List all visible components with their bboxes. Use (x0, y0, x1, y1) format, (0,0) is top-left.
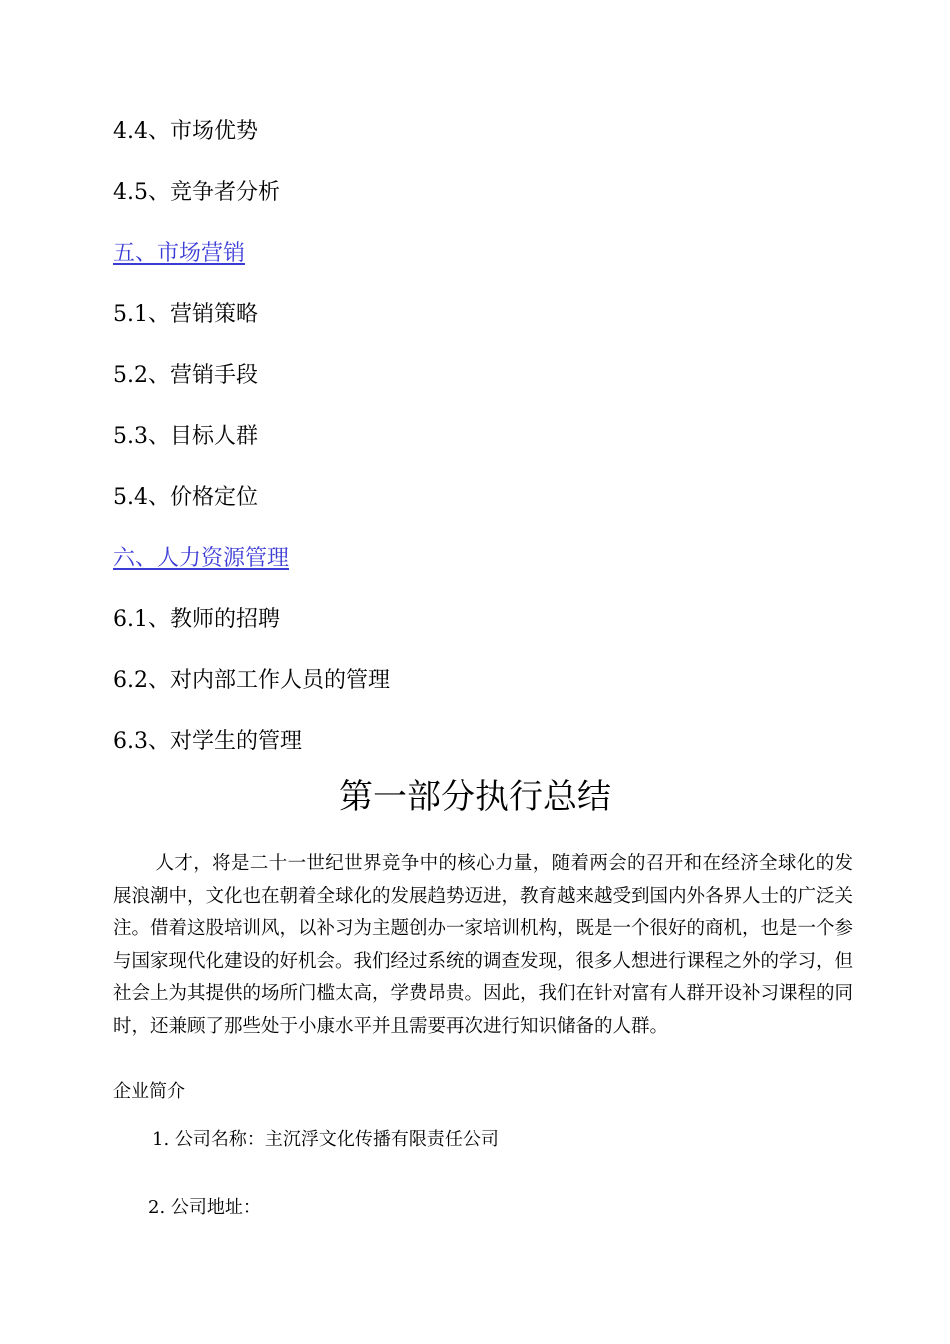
toc-item-label: 4.5、竞争者分析 (113, 180, 280, 205)
toc-item-4-4 (113, 112, 873, 173)
toc-item-label: 5.1、营销策略 (113, 302, 258, 327)
toc-link-hr-management[interactable] (113, 539, 873, 600)
summary-paragraph: 人才，将是二十一世纪世界竞争中的核心力量，随着两会的召开和在经济全球化的发展浪潮中，文化也在朝着全球化的发展趋势迈进，教育越来越受到国内外各界人士的广泛关注。借着这股培训风，以补习为主题创办一家培训机构，既是一个很好的商机，也是一个参与国家现代化建设的好机会。我们经过系统的调查发现，很多人想进行课程之外的学习，但社会上为其提供的场所门槛太高，学费昂贵。因此，我们在针对富有人群开设补习课程的同时，还兼顾了那些处于小康水平并且需要再次进行知识储备的人群。 (113, 853, 854, 1037)
toc-item-label: 6.2、对内部工作人员的管理 (113, 668, 390, 693)
company-name-item: 1. 公司名称：主沉浮文化传播有限责任公司 (152, 1129, 499, 1150)
toc-item-label: 6.3、对学生的管理 (113, 729, 302, 754)
section-title: 第一部分执行总结 (339, 777, 611, 817)
toc-item-label: 5.3、目标人群 (113, 424, 258, 449)
toc-item-5-2 (113, 356, 873, 417)
toc-item-label: 5.2、营销手段 (113, 363, 258, 388)
intro-heading: 企业简介 (113, 1081, 185, 1102)
toc-item-5-1 (113, 295, 873, 356)
toc-item-label: 4.4、市场优势 (113, 119, 258, 144)
toc-item-5-4 (113, 478, 873, 539)
toc-link-marketing[interactable] (113, 234, 873, 295)
toc-item-label: 5.4、价格定位 (113, 485, 258, 510)
toc-item-4-5 (113, 173, 873, 234)
toc-item-label: 6.1、教师的招聘 (113, 607, 280, 632)
toc-item-6-2 (113, 661, 873, 722)
toc-item-6-1 (113, 600, 873, 661)
toc-link-label[interactable]: 六、人力资源管理 (113, 546, 290, 571)
table-of-contents (113, 112, 873, 783)
toc-link-label[interactable]: 五、市场营销 (113, 241, 246, 266)
toc-item-5-3 (113, 417, 873, 478)
company-address-item: 2. 公司地址： (148, 1197, 261, 1218)
